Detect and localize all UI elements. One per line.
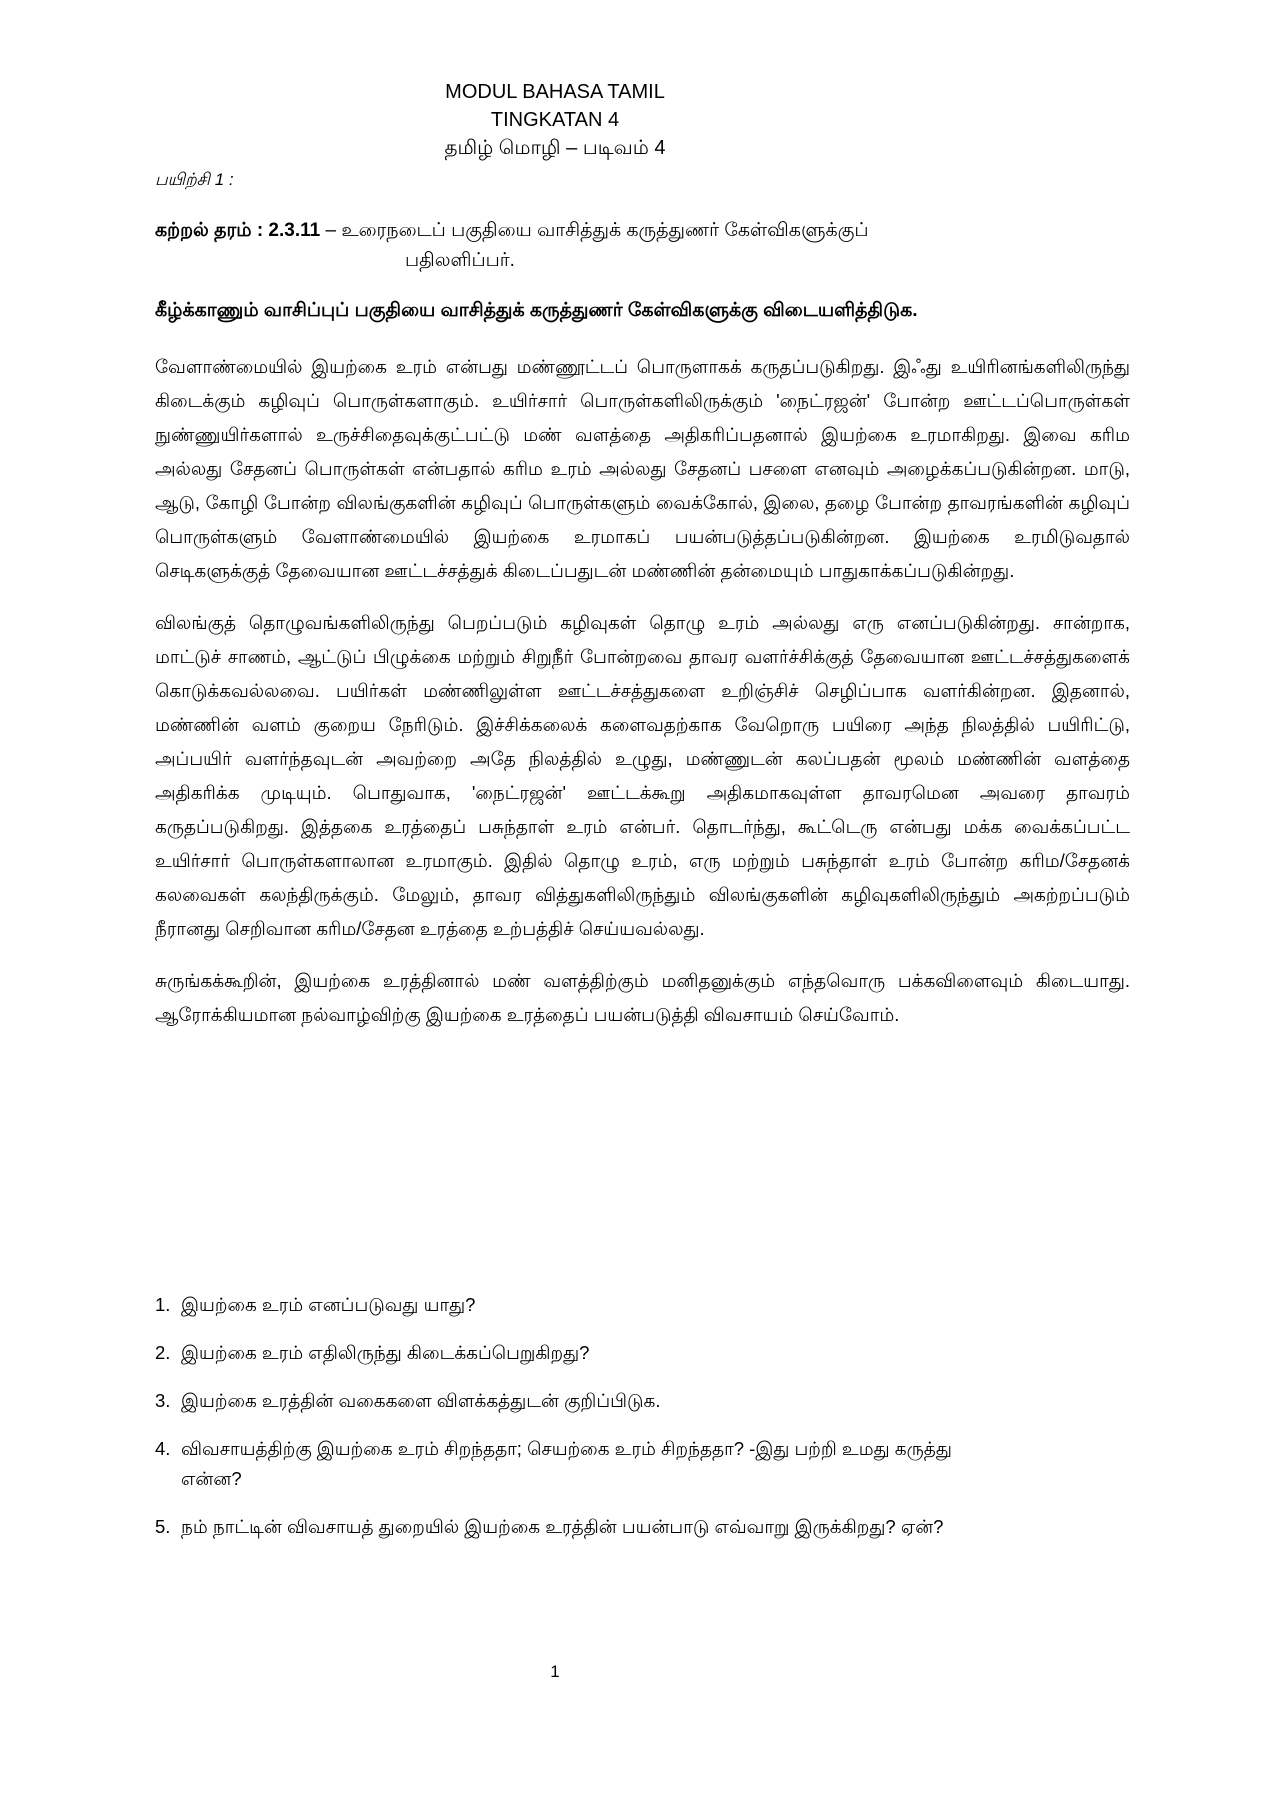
question-item — [155, 1386, 1130, 1416]
question-text: விவசாயத்திற்கு இயற்கை உரம் சிறந்ததா; செயற்கை உரம் சிறந்ததா? -இது பற்றி உமது கருத்து என்ன? — [181, 1438, 952, 1489]
question-number: 5. — [155, 1516, 171, 1537]
module-title: MODUL BAHASA TAMIL — [445, 81, 665, 103]
page-number: 1 — [550, 1662, 560, 1681]
question-number: 1. — [155, 1294, 171, 1315]
learning-standard — [155, 216, 1055, 276]
question-number: 4. — [155, 1438, 171, 1459]
question-text: இயற்கை உரத்தின் வகைகளை விளக்கத்துடன் குறிப்பிடுக. — [181, 1390, 661, 1411]
question-item — [155, 1290, 1130, 1320]
instruction: கீழ்க்காணும் வாசிப்புப் பகுதியை வாசித்துக் கருத்துணர் கேள்விகளுக்கு விடையளித்திடுக. — [155, 300, 918, 321]
standard-label: கற்றல் தரம் : 2.3.11 — [155, 220, 321, 241]
question-number: 2. — [155, 1342, 171, 1363]
standard-text: – உரைநடைப் பகுதியை வாசித்துக் கருத்துணர் கேள்விகளுக்குப் — [320, 220, 869, 241]
exercise-label: பயிற்சி 1 : — [155, 170, 234, 189]
question-item — [155, 1434, 1130, 1494]
passage-paragraph: விலங்குத் தொழுவங்களிலிருந்து பெறப்படும் கழிவுகள் தொழு உரம் அல்லது எரு எனப்படுகின்றது. சான்றாக, மாட்டுச் சாணம், ஆட்டுப் பிழுக்கை மற்றும் சிறுநீர் போன்றவை தாவர வளர்ச்சிக்குத் தேவையான ஊட்டச்சத்துகளைக் கொடுக்கவல்லவை. பயிர்கள் மண்ணிலுள்ள ஊட்டச்சத்துகளை உறிஞ்சிச் செழிப்பாக வளர்கின்றன. இதனால், மண்ணின் வளம் குறைய நேரிடும். இச்சிக்கலைக் களைவதற்காக வேறொரு பயிரை அந்த நிலத்தில் பயிரிட்டு, அப்பயிர் வளர்ந்தவுடன் அவற்றை அதே நிலத்தில் உழுது, மண்ணுடன் கலப்பதன் மூலம் மண்ணின் வளத்தை அதிகரிக்க முடியும். பொதுவாக, 'நைட்ரஜன்' ஊட்டக்கூறு அதிகமாகவுள்ள தாவரமென அவரை தாவரம் கருதப்படுகிறது. இத்தகை உரத்தைப் பசுந்தாள் உரம் என்பர். தொடர்ந்து, கூட்டெரு என்பது மக்க வைக்கப்பட்ட உயிர்சார் பொருள்களாலான உரமாகும். இதில் தொழு உரம், எரு மற்றும் பசுந்தாள் உரம் போன்ற கரிம/சேதனக் கலவைகள் கலந்திருக்கும். மேலும், தாவர வித்துகளிலிருந்தும் விலங்குகளின் கழிவுகளிலிருந்தும் அகற்றப்படும் நீரானது செறிவான கரிம/சேதன உரத்தை உற்பத்திச் செய்யவல்லது. — [155, 612, 1130, 939]
question-number: 3. — [155, 1390, 171, 1411]
question-text: நம் நாட்டின் விவசாயத் துறையில் இயற்கை உரத்தின் பயன்பாடு எவ்வாறு இருக்கிறது? ஏன்? — [181, 1516, 944, 1537]
question-list — [155, 1290, 1130, 1560]
question-text: இயற்கை உரம் எனப்படுவது யாது? — [181, 1294, 476, 1315]
standard-text-cont: பதிலளிப்பர். — [405, 250, 515, 271]
passage-paragraph: சுருங்கக்கூறின், இயற்கை உரத்தினால் மண் வளத்திற்கும் மனிதனுக்கும் எந்தவொரு பக்கவிளைவும் கிடையாது. ஆரோக்கியமான நல்வாழ்விற்கு இயற்கை உரத்தைப் பயன்படுத்தி விவசாயம் செய்வோம். — [155, 970, 1130, 1025]
question-text: இயற்கை உரம் எதிலிருந்து கிடைக்கப்பெறுகிறது? — [181, 1342, 590, 1363]
question-item — [155, 1338, 1130, 1368]
subject-title: தமிழ் மொழி – படிவம் 4 — [444, 137, 666, 159]
document-header — [355, 78, 755, 162]
passage-paragraph: வேளாண்மையில் இயற்கை உரம் என்பது மண்ணூட்டப் பொருளாகக் கருதப்படுகிறது. இஃது உயிரினங்களிலிருந்து கிடைக்கும் கழிவுப் பொருள்களாகும். உயிர்சார் பொருள்களிலிருக்கும் 'நைட்ரஜன்' போன்ற ஊட்டப்பொருள்கள் நுண்ணுயிர்களால் உருச்சிதைவுக்குட்பட்டு மண் வளத்தை அதிகரிப்பதனால் இயற்கை உரமாகிறது. இவை கரிம அல்லது சேதனப் பொருள்கள் என்பதால் கரிம உரம் அல்லது சேதனப் பசளை எனவும் அழைக்கப்படுகின்றன. மாடு, ஆடு, கோழி போன்ற விலங்குகளின் கழிவுப் பொருள்களும் வைக்கோல், இலை, தழை போன்ற தாவரங்களின் கழிவுப் பொருள்களும் வேளாண்மையில் இயற்கை உரமாகப் பயன்படுத்தப்படுகின்றன. இயற்கை உரமிடுவதால் செடிகளுக்குத் தேவையான ஊட்டச்சத்துக் கிடைப்பதுடன் மண்ணின் தன்மையும் பாதுகாக்கப்படுகின்றது. — [155, 356, 1130, 581]
form-level: TINGKATAN 4 — [490, 109, 620, 131]
reading-passage — [155, 350, 1130, 1050]
question-item — [155, 1512, 1130, 1542]
